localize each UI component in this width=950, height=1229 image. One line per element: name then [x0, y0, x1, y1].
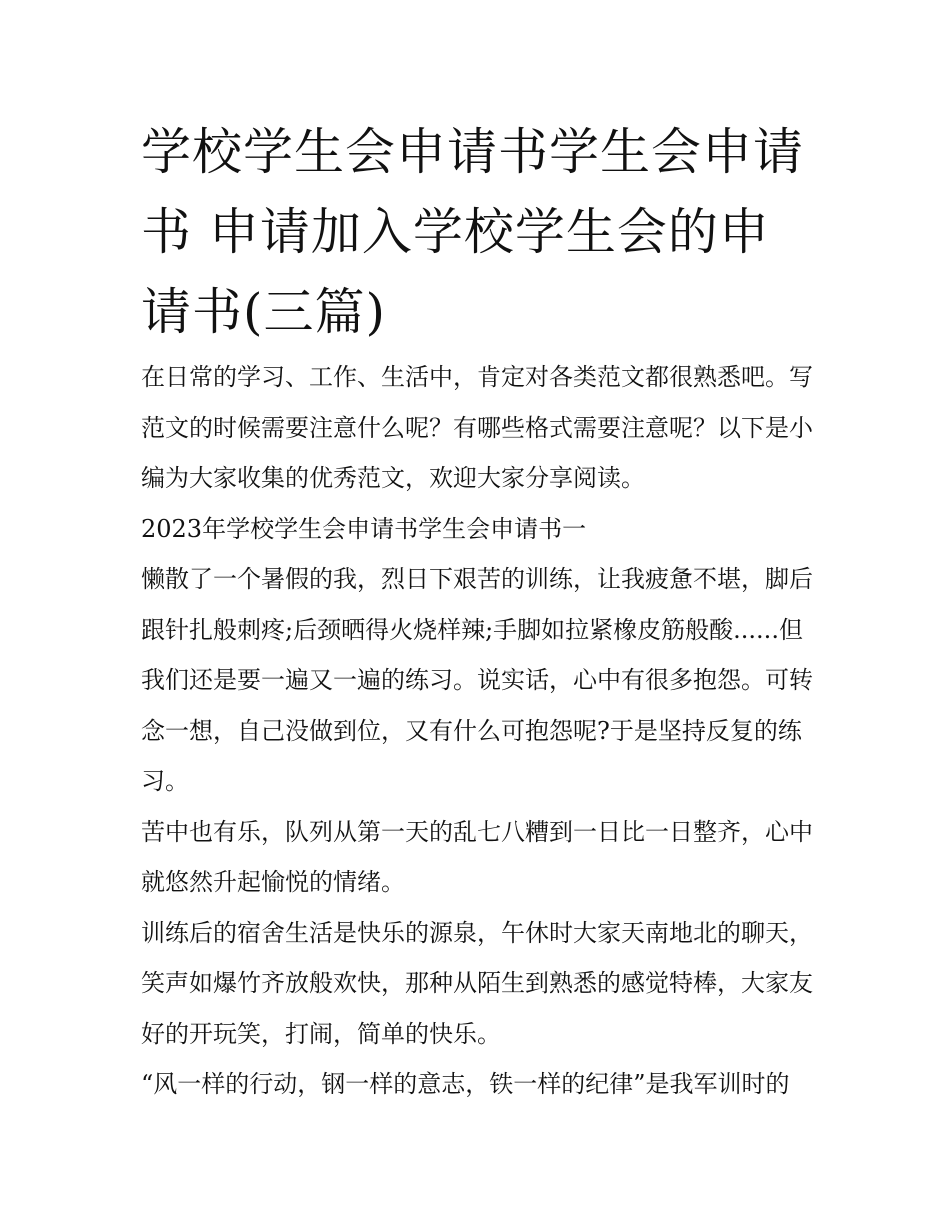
body-paragraph: 苦中也有乐，队列从第一天的乱七八糟到一日比一日整齐，心中就悠然升起愉悦的情绪。	[141, 817, 813, 896]
body-paragraph: 训练后的宿舍生活是快乐的源泉，午休时大家天南地北的聊天，笑声如爆竹齐放般欢快，那种从陌生到熟悉的感觉特棒，大家友好的开玩笑，打闹，简单的快乐。	[141, 918, 813, 1048]
document-body	[141, 112, 813, 1110]
document-title: 学校学生会申请书学生会申请书 申请加入学校学生会的申请书(三篇)	[141, 123, 804, 341]
section-heading: 2023年学校学生会申请书学生会申请书一	[141, 514, 587, 543]
intro-paragraph: 在日常的学习、工作、生活中，肯定对各类范文都很熟悉吧。写范文的时候需要注意什么呢？有哪些格式需要注意呢？以下是小编为大家收集的优秀范文，欢迎大家分享阅读。	[141, 363, 813, 492]
body-paragraph: 懒散了一个暑假的我，烈日下艰苦的训练，让我疲惫不堪，脚后跟针扎般刺疼;后颈晒得火烧样辣;手脚如拉紧橡皮筋般酸......但我们还是要一遍又一遍的练习。说实话，心中有很多抱怨。可转念一想，自己没做到位，又有什么可抱怨呢?于是坚持反复的练习。	[141, 565, 813, 795]
body-paragraph: “风一样的行动，钢一样的意志，铁一样的纪律”是我军训时的	[141, 1070, 790, 1098]
